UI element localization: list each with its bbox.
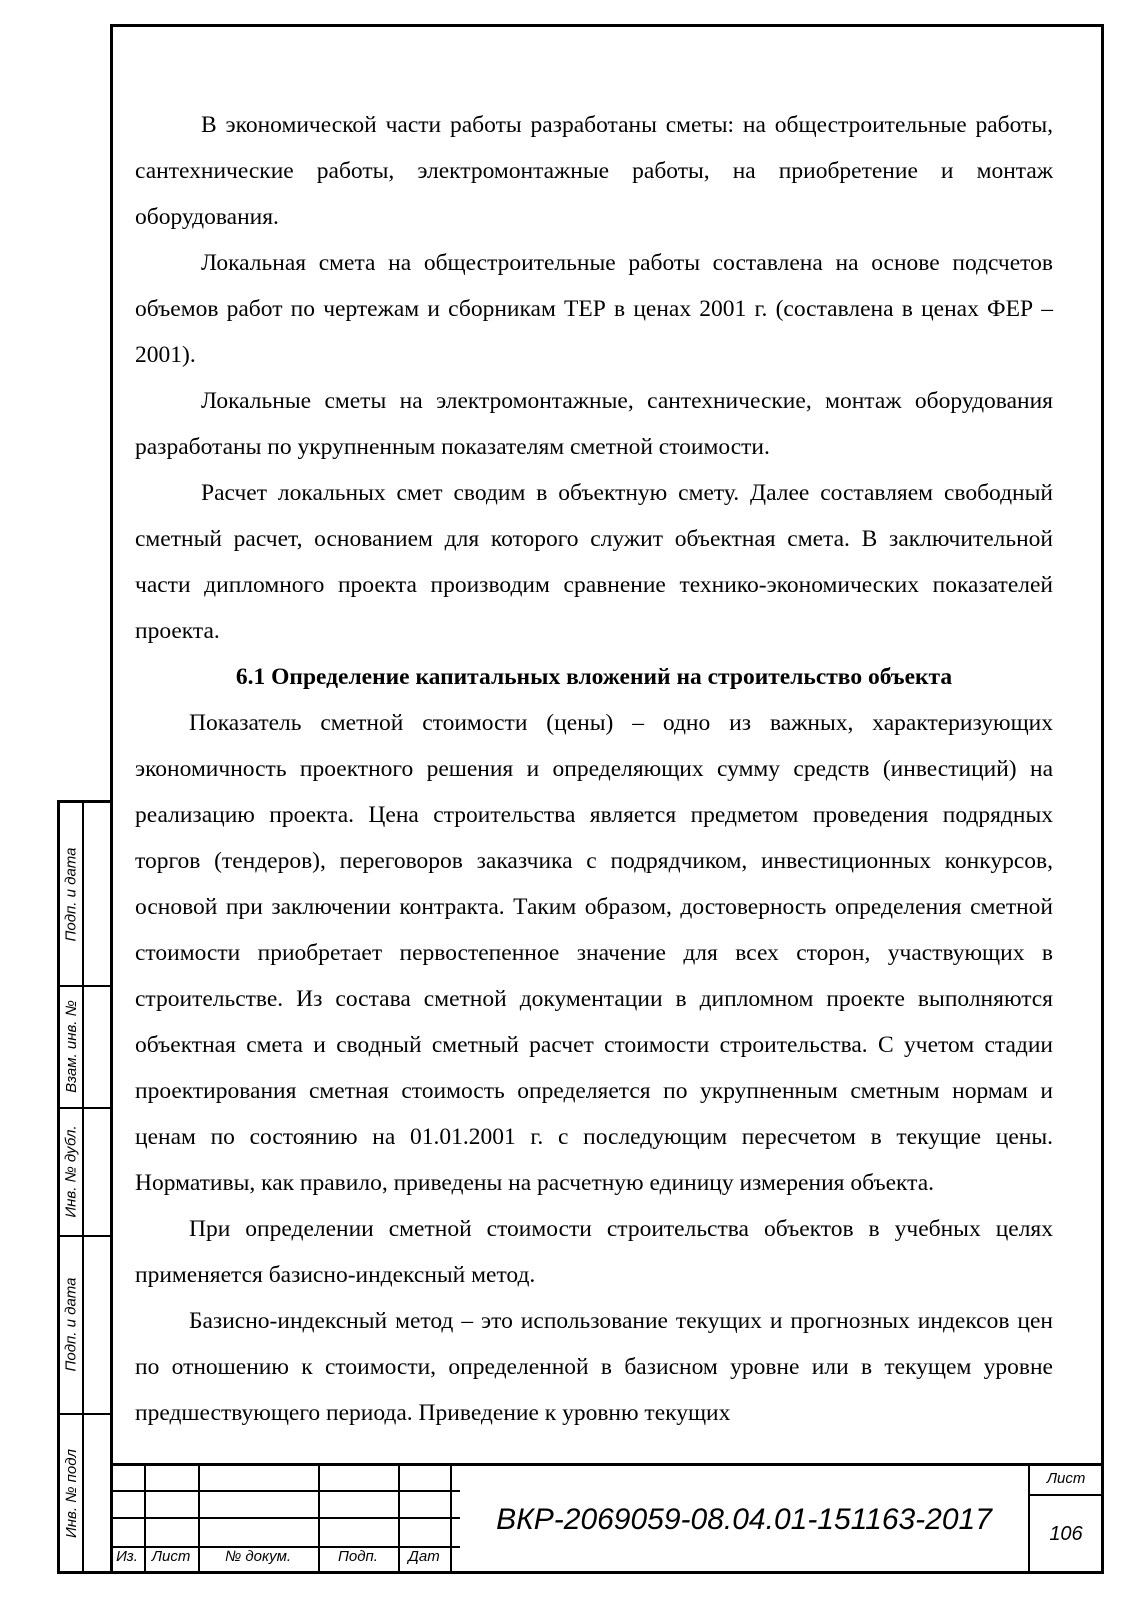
column-header-change: Из.	[116, 1548, 138, 1565]
paragraph: Показатель сметной стоимости (цены) – одно из важных, характеризующих экономичность проектного решения и определяющих сумму средств (инвестиций) на реализацию проекта. Цена строительства является предметом проведения подрядных торгов (тендеров), переговоров заказчика с подрядчиком, инвестиционных конкурсов, основой при заключении контракта. Таким образом, достоверность определения сметной стоимости приобретает первостепенное значение для всех сторон, участвующих в строительстве. Из состава сметной документации в дипломном проекте выполняются объектная смета и сводный сметный расчет стоимости строительства. С учетом стадии проектирования сметная стоимость определяется по укрупненным сметным нормам и ценам по состоянию на 01.01.2001 г. с последующим пересчетом в текущие цены. Нормативы, как правило, приведены на расчетную единицу измерения объекта.	[135, 710, 1053, 1196]
column-header-doc-number: № докум.	[224, 1548, 292, 1565]
title-block	[110, 1463, 1104, 1574]
paragraph: Расчет локальных смет сводим в объектную смету. Далее составляем свободный сметный расчет, основанием для которого служит объектная смета. В заключительной части дипломного проекта производим сравнение технико-экономических показателей проекта.	[135, 480, 1053, 644]
paragraph: Локальная смета на общестроительные работы составлена на основе подсчетов объемов работ по чертежам и сборникам ТЕР в ценах 2001 г. (составлена в ценах ФЕР – 2001).	[135, 250, 1053, 368]
side-stamp	[57, 800, 110, 1574]
paragraph: При определении сметной стоимости строительства объектов в учебных целях применяется базисно-индексный метод.	[135, 1216, 1053, 1288]
section-heading: 6.1 Определение капитальных вложений на строительство объекта	[235, 664, 953, 690]
document-body	[135, 102, 1053, 1436]
document-code: ВКР-2069059-08.04.01-151163-2017	[496, 1503, 992, 1536]
sheet-number: 106	[1049, 1522, 1083, 1545]
title-block-divider	[450, 1466, 452, 1574]
paragraph: Локальные сметы на электромонтажные, сантехнические, монтаж оборудования разработаны по укрупненным показателям сметной стоимости.	[135, 388, 1053, 460]
title-block-divider	[110, 1517, 460, 1519]
paragraph: Базисно-индексный метод – это использование текущих и прогнозных индексов цен по отношению к стоимости, определенной в базисном уровне или в текущем уровне предшествующего периода. Приведение к уровню текущих	[135, 1308, 1053, 1426]
side-label-inv-orig: Инв. № подл	[62, 1449, 80, 1538]
column-header-sheet: Лист	[151, 1548, 191, 1565]
side-label-inv-dup: Инв. № дубл.	[62, 1124, 80, 1218]
side-label-sign-date-2: Подп. и дата	[62, 1277, 80, 1371]
sheet-label: Лист	[1046, 1470, 1086, 1487]
column-header-signature: Подп.	[338, 1548, 378, 1565]
side-label-sign-date: Подп. и дата	[62, 847, 80, 941]
title-block-divider	[110, 1490, 460, 1492]
side-label-replace-inv: Взам. инв. №	[62, 999, 80, 1093]
paragraph: В экономической части работы разработаны сметы: на общестроительные работы, сантехнические работы, электромонтажные работы, на приобретение и монтаж оборудования.	[135, 112, 1053, 230]
side-stamp-divider	[82, 803, 84, 1571]
column-header-date: Дат	[408, 1548, 440, 1565]
